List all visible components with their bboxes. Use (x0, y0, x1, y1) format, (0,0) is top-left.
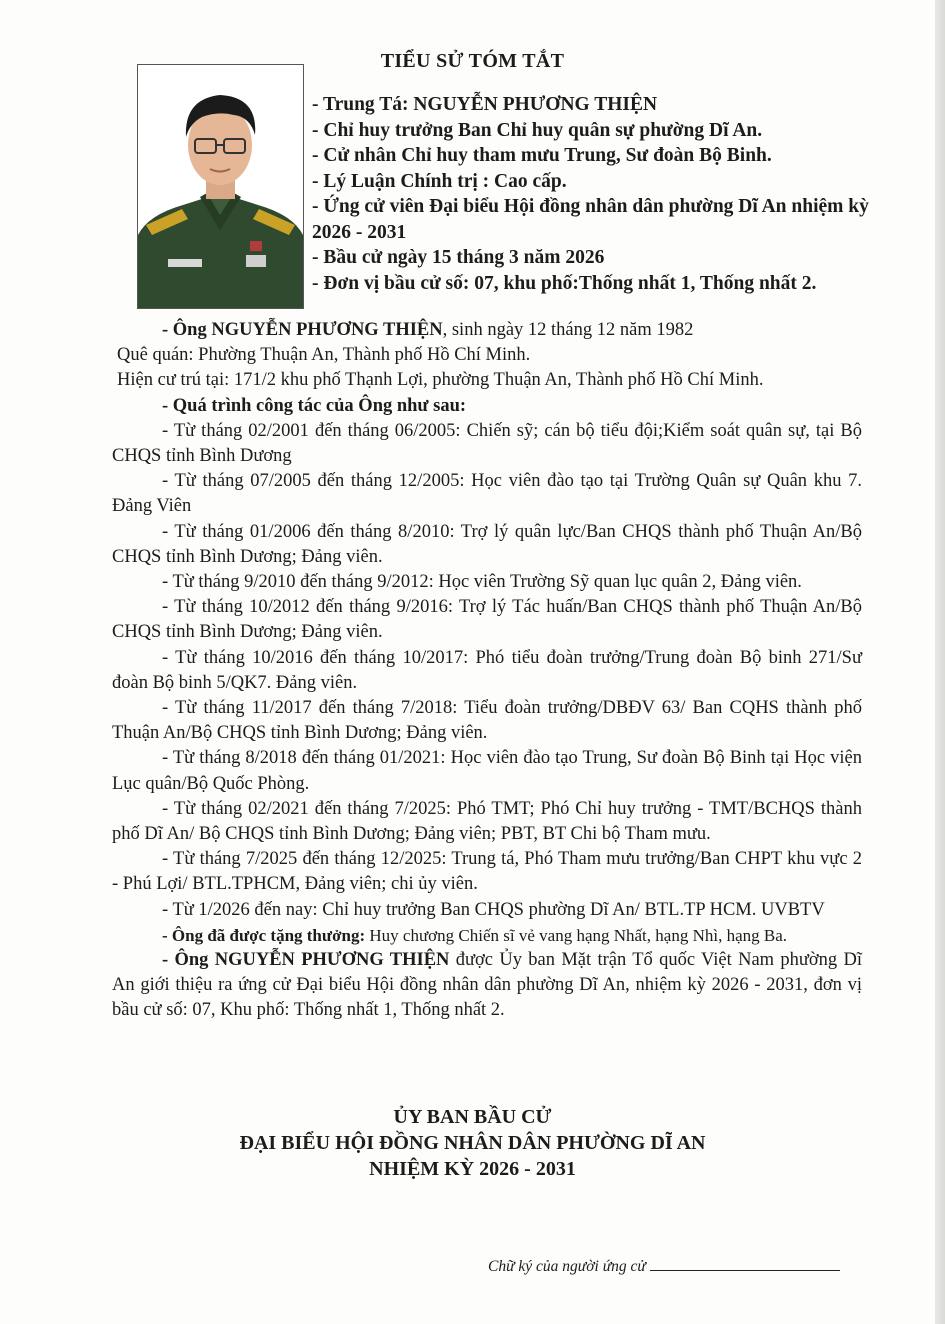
nomination-text: được Ủy ban Mặt trận Tổ quốc Việt Nam phường Dĩ An giới thiệu ra ứng cử Đại biểu Hội đồng nhân dân phường Dĩ An, nhiệm kỳ 2026 - 2031, đơn vị bầu cử số: 07, Khu phố: Thống nhất 1, Thống nhất 2. (112, 950, 863, 1021)
career-item: - Từ tháng 02/2001 đến tháng 06/2005: Chiến sỹ; cán bộ tiểu đội;Kiểm soát quân sự, tại Bộ CHQS tỉnh Bình Dương (112, 420, 862, 467)
career-item: - Từ tháng 10/2012 đến tháng 9/2016: Trợ lý Tác huấn/Ban CHQS thành phố Thuận An/Bộ CHQS tỉnh Bình Dương; Đảng viên. (112, 597, 862, 643)
career-heading: - Quá trình công tác của Ông như sau: (162, 395, 467, 416)
summary-rank: - Trung Tá: NGUYỄN PHƯƠNG THIỆN (312, 94, 658, 115)
intro-name: - Ông NGUYỄN PHƯƠNG THIỆN (162, 320, 443, 340)
intro-birth: , sinh ngày 12 tháng 12 năm 1982 (442, 320, 694, 340)
hometown-line: Quê quán: Phường Thuận An, Thành phố Hồ Chí Minh. (117, 345, 531, 366)
footer-line-1: ỦY BAN BẦU CỬ (393, 1106, 552, 1128)
award-line (112, 923, 862, 948)
residence-line: Hiện cư trú tại: 171/2 khu phố Thạnh Lợi, phường Thuận An, Thành phố Hồ Chí Minh. (117, 370, 764, 391)
career-item: - Từ tháng 01/2006 đến tháng 8/2010: Trợ lý quân lực/Ban CHQS thành phố Thuận An/Bộ CHQS tỉnh Bình Dương; Đảng viên. (112, 521, 862, 567)
summary-candidacy: - Ứng cử viên Đại biểu Hội đồng nhân dân phường Dĩ An nhiệm kỳ 2026 - 2031 (312, 196, 869, 243)
award-label: - Ông đã được tặng thưởng: (162, 925, 366, 945)
summary-education: - Cử nhân Chỉ huy tham mưu Trung, Sư đoàn Bộ Binh. (312, 145, 772, 166)
award-text: Huy chương Chiến sĩ vẻ vang hạng Nhất, hạng Nhì, hạng Ba. (365, 925, 788, 945)
intro-line (112, 318, 862, 343)
candidate-portrait-icon (138, 65, 303, 308)
career-item: - Từ 1/2026 đến nay: Chỉ huy trưởng Ban CHQS phường Dĩ An/ BTL.TP HCM. UVBTV (162, 899, 825, 920)
career-item: - Từ tháng 11/2017 đến tháng 7/2018: Tiểu đoàn trưởng/DBĐV 63/ Ban CQHS thành phố Thuận An/Bộ CHQS tỉnh Bình Dương; Đảng viên. (112, 698, 862, 744)
signature-label: Chữ ký của người ứng cử (488, 1258, 646, 1275)
document-title: TIỂU SỬ TÓM TẮT (380, 50, 565, 72)
nomination-name: - Ông NGUYỄN PHƯƠNG THIỆN (162, 950, 450, 971)
career-item: - Từ tháng 02/2021 đến tháng 7/2025: Phó TMT; Phó Chỉ huy trưởng - TMT/BCHQS thành phố Dĩ An/ Bộ CHQS tỉnh Bình Dương; Đảng viên; PBT, BT Chi bộ Tham mưu. (112, 798, 862, 845)
candidate-photo (137, 64, 304, 309)
nomination-paragraph (112, 948, 862, 1024)
footer-line-2: ĐẠI BIỂU HỘI ĐỒNG NHÂN DÂN PHƯỜNG DĨ AN (239, 1132, 706, 1154)
footer-line-3: NHIỆM KỲ 2026 - 2031 (369, 1158, 576, 1180)
summary-election-date: - Bầu cử ngày 15 tháng 3 năm 2026 (312, 247, 605, 268)
summary-politics: - Lý Luận Chính trị : Cao cấp. (312, 170, 567, 192)
career-item: - Từ tháng 8/2018 đến tháng 01/2021: Học viên đào tạo Trung, Sư đoàn Bộ Binh tại Học viện Lục quân/Bộ Quốc Phòng. (112, 748, 862, 794)
signature-line (650, 1270, 840, 1271)
summary-electoral-unit: - Đơn vị bầu cử số: 07, khu phố:Thống nhất 1, Thống nhất 2. (312, 272, 817, 294)
career-item: - Từ tháng 10/2016 đến tháng 10/2017: Phó tiểu đoàn trưởng/Trung đoàn Bộ binh 271/Sư đoàn Bộ binh 5/QK7. Đảng viên. (112, 647, 862, 693)
candidate-summary (312, 92, 872, 296)
career-item: - Từ tháng 7/2025 đến tháng 12/2025: Trung tá, Phó Tham mưu trưởng/Ban CHPT khu vực 2 - Phú Lợi/ BTL.TPHCM, Đảng viên; chi ủy viên. (112, 849, 862, 895)
signature-area (488, 1258, 840, 1276)
biography-body (112, 318, 862, 1024)
summary-position: - Chỉ huy trưởng Ban Chỉ huy quân sự phường Dĩ An. (312, 119, 763, 141)
career-item: - Từ tháng 9/2010 đến tháng 9/2012: Học viên Trường Sỹ quan lục quân 2, Đảng viên. (162, 572, 802, 593)
election-committee-footer (0, 1104, 945, 1182)
career-item: - Từ tháng 07/2005 đến tháng 12/2005: Học viên đào tạo tại Trường Quân sự Quân khu 7. Đảng Viên (112, 471, 862, 517)
